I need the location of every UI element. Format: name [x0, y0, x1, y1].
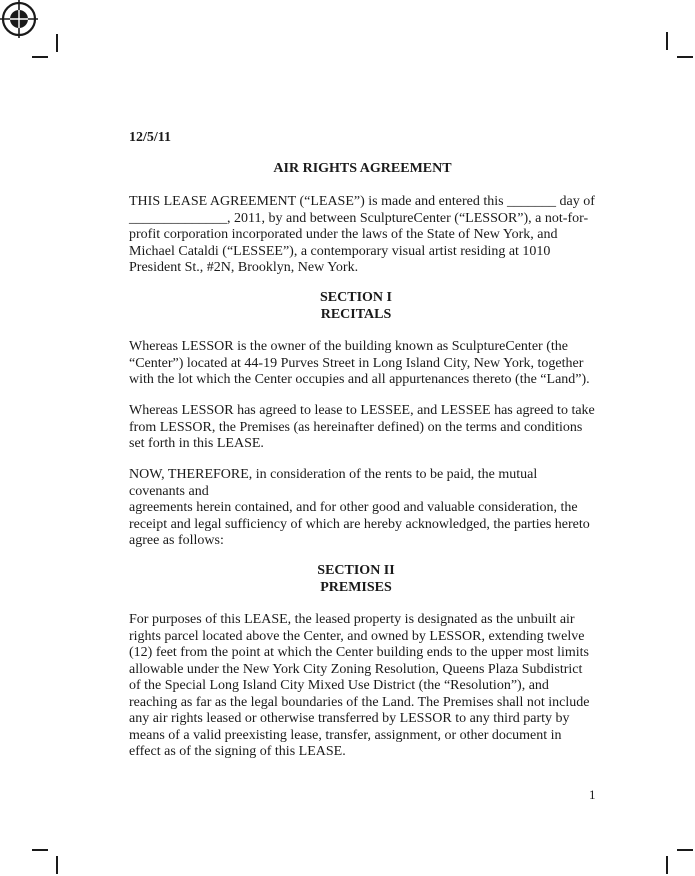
text-line: President St., #2N, Brooklyn, New York. — [129, 260, 359, 275]
text-line: “Center”) located at 44-19 Purves Street in Long Island City, New York, together — [129, 355, 584, 371]
text-line: Whereas LESSOR has agreed to lease to LESSEE, and LESSEE has agreed to take — [129, 403, 595, 418]
text-line: agreements herein contained, and for other good and valuable consideration, the — [129, 500, 578, 515]
document-title: AIR RIGHTS AGREEMENT — [273, 161, 452, 176]
crop-mark-bottom-left-horizontal — [32, 849, 48, 851]
text-line: THIS LEASE AGREEMENT (“LEASE”) is made and entered this _______ day of — [129, 194, 595, 209]
text-line: from LESSOR, the Premises (as hereinafter defined) on the terms and conditions — [129, 419, 583, 435]
text-line: Michael Cataldi (“LESSEE”), a contemporary visual artist residing at 1010 — [129, 243, 551, 259]
crop-mark-top-right-horizontal — [677, 56, 693, 58]
recitals-paragraph-3 — [129, 467, 609, 550]
crop-mark-bottom-left-vertical — [56, 856, 58, 874]
text-line: profit corporation incorporated under the laws of the State of New York, and — [129, 227, 558, 242]
crop-mark-top-left-horizontal — [32, 56, 48, 58]
section-1-heading — [0, 290, 695, 323]
recitals-paragraph-1 — [129, 339, 609, 389]
text-line: (12) feet from the point at which the Center building ends to the upper most limits — [129, 645, 589, 660]
crop-mark-top-left-vertical — [56, 34, 58, 52]
text-line: effect as of the signing of this LEASE. — [129, 744, 346, 759]
text-line: means of a valid preexisting lease, transfer, assignment, or other document in — [129, 727, 562, 743]
crop-mark-bottom-right-vertical — [666, 856, 668, 874]
section-title: PREMISES — [320, 579, 392, 595]
section-number: SECTION II — [317, 563, 395, 578]
text-line: For purposes of this LEASE, the leased property is designated as the unbuilt air — [129, 612, 575, 627]
text-line: allowable under the New York City Zoning Resolution, Queens Plaza Subdistrict — [129, 661, 583, 677]
page-number: 1 — [589, 787, 596, 802]
premises-paragraph — [129, 612, 609, 761]
section-title: RECITALS — [320, 306, 392, 322]
text-line: receipt and legal sufficiency of which are hereby acknowledged, the parties hereto — [129, 516, 590, 532]
text-line: covenants and — [129, 483, 209, 499]
section-number: SECTION I — [320, 290, 392, 305]
text-line: ______________, 2011, by and between SculptureCenter (“LESSOR”), a not-for- — [129, 210, 589, 226]
text-line: with the lot which the Center occupies and all appurtenances thereto (the “Land”). — [129, 372, 590, 387]
recitals-paragraph-2 — [129, 403, 609, 453]
section-2-heading — [0, 563, 695, 596]
text-line: any air rights leased or otherwise transferred by LESSOR to any third party by — [129, 711, 570, 726]
text-line: agree as follows: — [129, 533, 224, 548]
text-line: rights parcel located above the Center, and owned by LESSOR, extending twelve — [129, 628, 585, 644]
text-line: reaching as far as the legal boundaries of the Land. The Premises shall not include — [129, 694, 590, 710]
text-line: set forth in this LEASE. — [129, 436, 264, 451]
registration-mark-icon — [0, 0, 42, 42]
document-date: 12/5/11 — [129, 130, 172, 145]
crop-mark-top-right-vertical — [666, 32, 668, 50]
text-line: Whereas LESSOR is the owner of the building known as SculptureCenter (the — [129, 339, 568, 354]
text-line: of the Special Long Island City Mixed Use District (the “Resolution”), and — [129, 678, 549, 693]
intro-paragraph — [129, 194, 609, 277]
crop-mark-bottom-right-horizontal — [677, 849, 693, 851]
text-line: NOW, THEREFORE, in consideration of the rents to be paid, the mutual — [129, 467, 538, 482]
